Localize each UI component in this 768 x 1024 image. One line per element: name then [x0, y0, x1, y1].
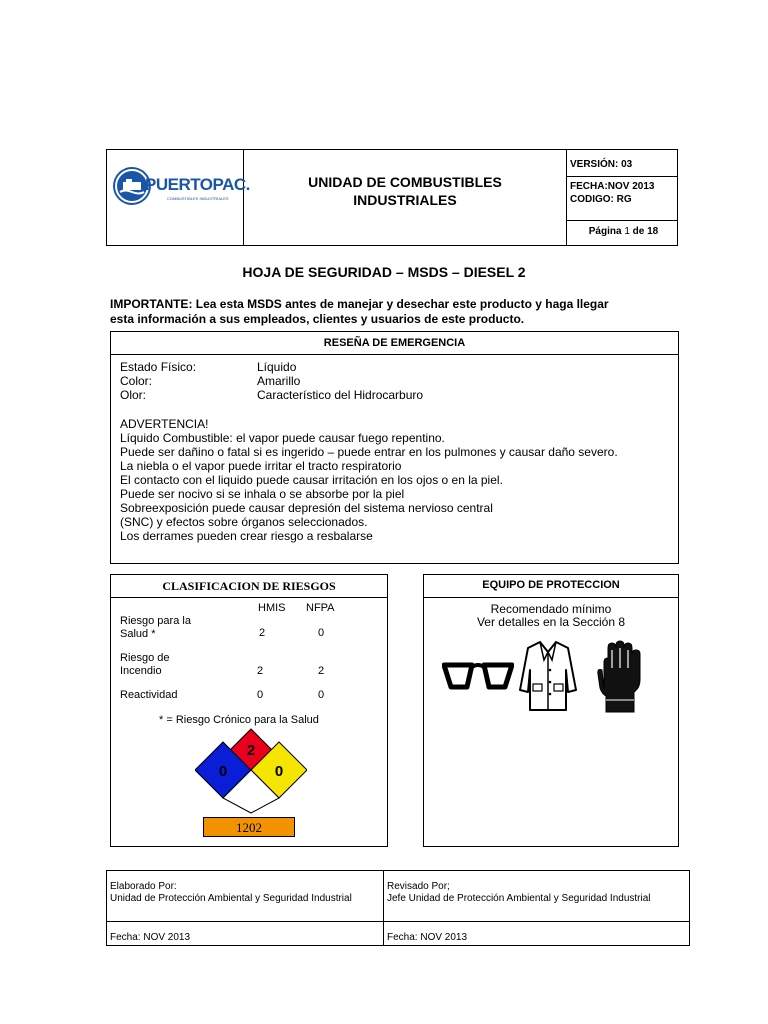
- risk-row-label: Incendio: [120, 665, 162, 677]
- warning-line: Los derrames pueden crear riesgo a resbalarse: [120, 529, 373, 543]
- property-value: Líquido: [257, 360, 297, 374]
- property-label: Color:: [120, 374, 153, 388]
- warning-line: (SNC) y efectos sobre órganos seleccionados.: [120, 515, 368, 529]
- protection-line2: Ver detalles en la Sección 8: [476, 615, 626, 629]
- glove-icon: [596, 640, 646, 714]
- chronic-risk-note: * = Riesgo Crónico para la Salud: [159, 714, 319, 726]
- pagina-suffix: de 18: [629, 226, 659, 237]
- un-number-label: 1202: [203, 817, 295, 837]
- lab-coat-icon: [518, 640, 578, 712]
- property-row: [120, 388, 618, 402]
- fecha-left-cell: Fecha: NOV 2013: [107, 922, 384, 945]
- risk-row-label: Riesgo para la: [120, 615, 191, 627]
- header-title: [244, 173, 566, 209]
- logo-cell: [107, 150, 250, 245]
- goggles-icon: [442, 661, 514, 693]
- risk-classification-box: [110, 574, 388, 847]
- pagina-cell: [567, 222, 677, 245]
- fecha-right-cell: Fecha: NOV 2013: [387, 932, 468, 943]
- logo-emblem-icon: [115, 169, 149, 203]
- warnings-list: [120, 417, 618, 543]
- importante-line1: IMPORTANTE: Lea esta MSDS antes de manejar y desechar este producto y haga llegar: [110, 297, 609, 311]
- property-value: Característico del Hidrocarburo: [257, 388, 424, 402]
- emergency-box: [110, 331, 679, 564]
- risk-row-label: Salud *: [120, 628, 156, 640]
- elaborado-value: Unidad de Protección Ambiental y Seguridad Industrial: [110, 893, 352, 904]
- property-value: Amarillo: [257, 374, 301, 388]
- property-row: [120, 374, 618, 388]
- importante-notice: [110, 297, 690, 327]
- risk-row-label: Reactividad: [120, 689, 178, 701]
- pagina-prefix: Página: [588, 226, 625, 237]
- header-title-line1: UNIDAD DE COMBUSTIBLES: [308, 174, 502, 190]
- company-logo: [115, 169, 250, 209]
- pagina-number: 1: [624, 226, 630, 237]
- warning-line: ADVERTENCIA!: [120, 417, 209, 431]
- nfpa-value: 0: [318, 627, 325, 639]
- warning-line: Líquido Combustible: el vapor puede causar fuego repentino.: [120, 431, 445, 445]
- elaborado-cell: [107, 871, 384, 922]
- revisado-label: Revisado Por;: [387, 881, 450, 892]
- warning-line: Puede ser nocivo si se inhala o se absorbe por la piel: [120, 487, 405, 501]
- revisado-value: Jefe Unidad de Protección Ambiental y Seguridad Industrial: [387, 893, 651, 904]
- protection-line1: Recomendado mínimo: [490, 602, 612, 616]
- hmis-value: 0: [257, 689, 264, 701]
- emergency-heading: RESEÑA DE EMERGENCIA: [111, 332, 678, 355]
- warning-line: El contacto con el liquido puede causar irritación en los ojos o en la piel.: [120, 473, 503, 487]
- importante-line2: esta información a sus empleados, clientes y usuarios de este producto.: [110, 312, 525, 326]
- version-cell: VERSIÓN: 03: [567, 150, 677, 177]
- header-table: [106, 149, 678, 246]
- property-label: Estado Físico:: [120, 360, 197, 374]
- nfpa-right-number: 0: [274, 763, 284, 780]
- nfpa-value: 0: [318, 689, 325, 701]
- risk-row-label: Riesgo de: [120, 652, 170, 664]
- nfpa-column-header: NFPA: [306, 602, 335, 614]
- header-title-cell: [244, 150, 567, 245]
- risk-heading: CLASIFICACION DE RIESGOS: [111, 575, 387, 598]
- nfpa-top-number: 2: [246, 742, 256, 759]
- protection-heading: EQUIPO DE PROTECCION: [424, 575, 678, 598]
- hmis-value: 2: [259, 627, 266, 639]
- warning-line: La niebla o el vapor puede irritar el tracto respiratorio: [120, 459, 402, 473]
- revisado-cell: [384, 871, 689, 922]
- nfpa-diamond-icon: [195, 728, 307, 814]
- header-title-line2: INDUSTRIALES: [353, 192, 457, 208]
- nfpa-left-number: 0: [218, 763, 228, 780]
- hmis-column-header: HMIS: [258, 602, 286, 614]
- property-row: [120, 360, 618, 374]
- codigo-cell: CODIGO: RG: [567, 193, 677, 221]
- warning-line: Puede ser dañino o fatal si es ingerido – puede entrar en los pulmones y causar daño severo.: [120, 445, 618, 459]
- warning-line: Sobreexposición puede causar depresión del sistema nervioso central: [120, 501, 493, 515]
- protection-box: [423, 574, 679, 847]
- logo-text: PUERTOPAC.: [145, 175, 250, 194]
- emergency-body: [120, 360, 618, 543]
- fecha-cell: FECHA:NOV 2013: [570, 181, 655, 192]
- logo-subtext: COMBUSTIBLES INDUSTRIALES: [167, 196, 229, 201]
- document-title: HOJA DE SEGURIDAD – MSDS – DIESEL 2: [242, 264, 526, 280]
- property-label: Olor:: [120, 388, 147, 402]
- hmis-value: 2: [257, 665, 264, 677]
- approval-table: [106, 870, 690, 946]
- elaborado-label: Elaborado Por:: [110, 881, 177, 892]
- nfpa-value: 2: [318, 665, 325, 677]
